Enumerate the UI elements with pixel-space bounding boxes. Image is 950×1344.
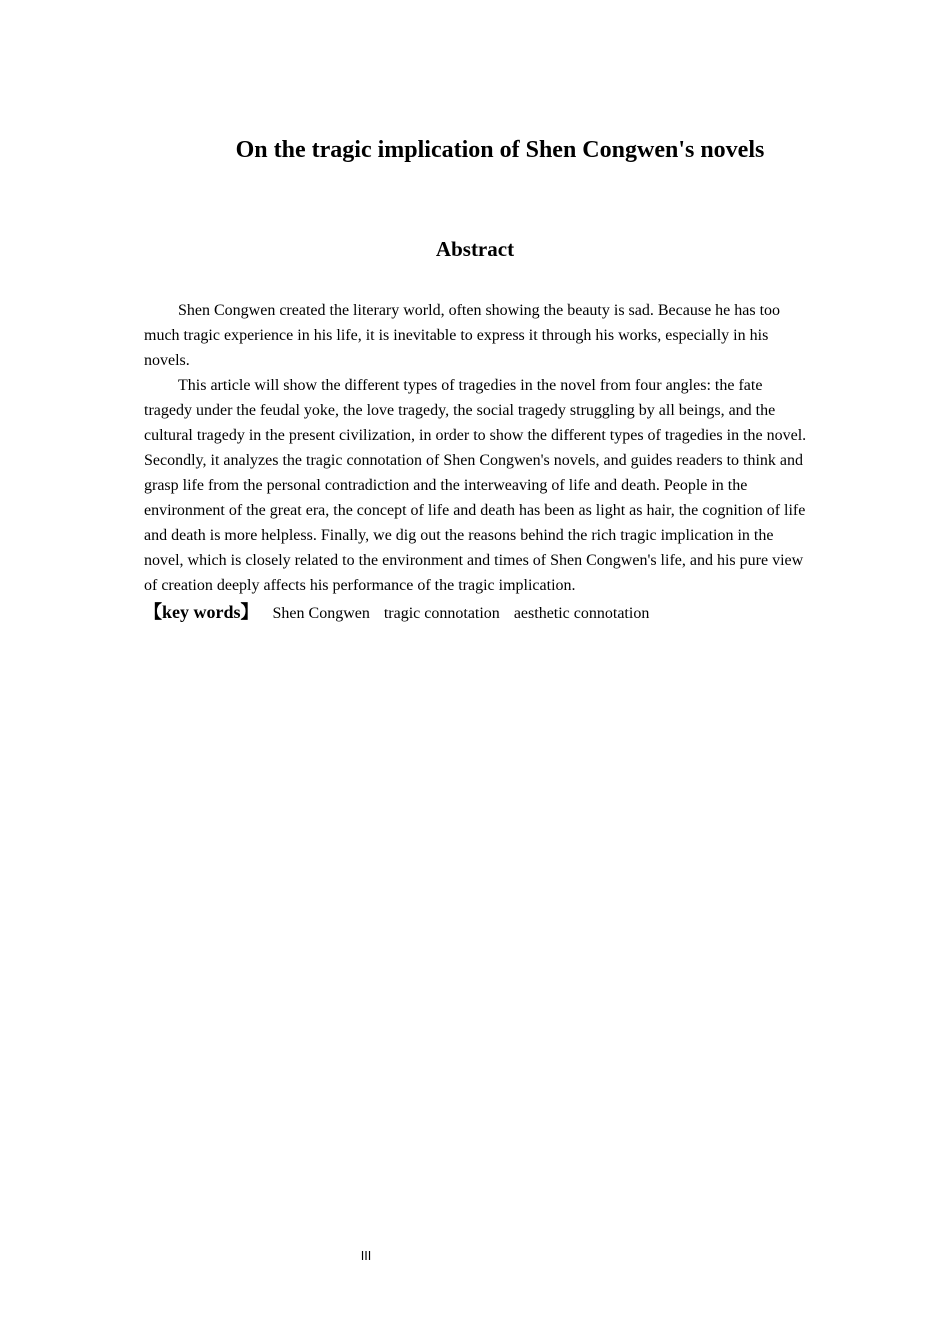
abstract-heading: Abstract <box>435 237 515 261</box>
keyword-item: Shen Congwen <box>272 605 370 622</box>
paper-title: On the tragic implication of Shen Congwen's novels <box>235 137 765 163</box>
abstract-body <box>144 298 808 627</box>
keyword-item: aesthetic connotation <box>513 605 650 622</box>
abstract-paragraph-1: Shen Congwen created the literary world, often showing the beauty is sad. Because he has too much tragic experience in his life, it is inevitable to express it through his works, especially in his novels. <box>144 302 781 369</box>
keywords-label: 【key words】 <box>144 602 259 622</box>
keywords-line <box>144 599 808 627</box>
page-number: III <box>360 1249 372 1263</box>
abstract-paragraph-2: This article will show the different types of tragedies in the novel from four angles: the fate tragedy under the feudal yoke, the love tragedy, the social tragedy struggling by all beings, and the cultural tragedy in the present civilization, in order to show the different types of tragedies in the novel. Secondly, it analyzes the tragic connotation of Shen Congwen's novels, and guides readers to think and grasp life from the personal contradiction and the interweaving of life and death. People in the environment of the great era, the concept of life and death has been as light as hair, the cognition of life and death is more helpless. Finally, we dig out the reasons behind the rich tragic implication in the novel, which is closely related to the environment and times of Shen Congwen's life, and his pure view of creation deeply affects his performance of the tragic implication. <box>144 377 807 594</box>
keyword-item: tragic connotation <box>383 605 500 622</box>
